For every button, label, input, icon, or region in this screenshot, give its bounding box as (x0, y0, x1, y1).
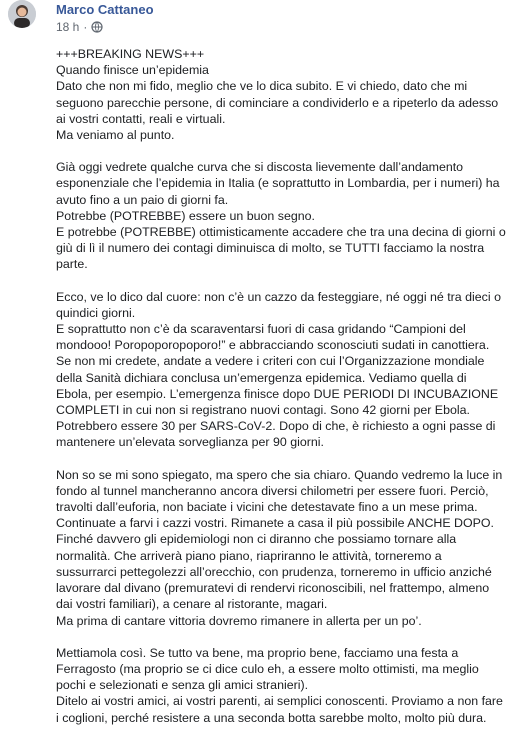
post-paragraph (56, 46, 506, 143)
post-text-line: +++BREAKING NEWS+++ (56, 47, 205, 61)
post-timestamp[interactable]: 18 h (56, 20, 80, 34)
post-text (56, 46, 506, 742)
post-text-line: avuto fino a un paio di giorni fa. (56, 192, 229, 207)
post-text-line: E potrebbe (POTREBBE) ottimisticamente accadere che tra una decina di giorni o (56, 225, 506, 240)
post-paragraph (56, 159, 506, 272)
post-text-line: travolti dall’euforia, non baciate i vicini che detestavate fino a un mese prima. (56, 500, 478, 515)
avatar-image (8, 0, 36, 28)
post-text-line: Ebola, per esempio. L’emergenza finisce dopo DUE PERIODI DI INCUBAZIONE (56, 386, 499, 401)
post-text-line: giù di lì il numero dei contagi diminuisca di molto, se TUTTI facciamo la nostra (56, 241, 485, 256)
post-text-line: Finché davvero gli epidemiologi non ci diranno che possiamo tornare alla (56, 532, 457, 547)
post-paragraph (56, 289, 506, 451)
post-text-line: Potrebbero essere 30 per SARS-CoV-2. Dopo di che, è richiesto a ogni passe di (56, 419, 496, 434)
author-name-link[interactable]: Marco Cattaneo (56, 2, 154, 17)
post-text-line: Non so se mi sono spiegato, ma spero che sia chiaro. Quando vedremo la luce in (56, 467, 503, 482)
post-meta (56, 20, 103, 34)
post-text-line: Ditelo ai vostri amici, ai vostri parenti, ai semplici conoscenti. Proviamo a non fare (56, 694, 503, 709)
post-text-line: Dato che non mi fido, meglio che ve lo dica subito. E vi chiedo, dato che mi (56, 79, 468, 94)
post-text-line: Mettiamola così. Se tutto va bene, ma proprio bene, facciamo una festa a (56, 645, 459, 660)
post-text-line: i coglioni, perché resistere a una seconda botta sarebbe molto, molto più dura. (56, 710, 487, 725)
meta-separator: · (83, 20, 88, 34)
post-text-line: dai vostri familiari), a cenare al ristorante, magari. (56, 597, 328, 612)
post-paragraph (56, 467, 506, 629)
post-text-line: esponenziale che l’epidemia in Italia (e soprattutto in Lombardia, per i numeri) ha (56, 176, 500, 191)
post-text-line: della Sanità dichiara conclusa un’emergenza epidemica. Vediamo quella di (56, 370, 467, 385)
post-text-line: Se non mi credete, andate a vedere i criteri con cui l’Organizzazione mondiale (56, 354, 485, 369)
post-text-line: pochi e selezionati e senza gli amici stranieri). (56, 678, 309, 693)
post-text-line: Già oggi vedrete qualche curva che si discosta lievemente dall’andamento (56, 160, 464, 175)
post-text-line: seguono parecchie persone, di cominciare a condividerlo e a ripeterlo da adesso (56, 95, 499, 110)
post-text-line: Ferragosto (ma proprio se ci dice culo eh, a essere molto ottimisti, ma meglio (56, 661, 479, 676)
profile-avatar[interactable] (8, 0, 36, 28)
post-text-line: sussurrarci pettegolezzi all’orecchio, con prudenza, torneremo in ufficio anziché (56, 564, 492, 579)
post-text-line: lavorare dal divano (premuratevi di rendervi riconoscibili, nel frattempo, almeno (56, 581, 490, 596)
post-text-line: quindici giorni. (56, 305, 136, 320)
post-text-line: Potrebbe (POTREBBE) essere un buon segno. (56, 208, 315, 223)
post-text-line: fondo al tunnel mancheranno ancora diversi chilometri per essere fuori. Perciò, (56, 483, 489, 498)
post-paragraph (56, 645, 506, 726)
globe-icon (91, 21, 103, 33)
post-text-line: Quando finisce un’epidemia (56, 63, 209, 78)
post-text-line: normalità. Che arriverà piano piano, riapriranno le attività, torneremo a (56, 548, 442, 563)
post-text-line: Ma prima di cantare vittoria dovremo rimanere in allerta per un po’. (56, 613, 422, 628)
post-text-line: E soprattutto non c’è da scaraventarsi fuori di casa gridando “Campioni del (56, 322, 466, 337)
post-text-line: mantenere un’elevata sorveglianza per 90 giorni. (56, 435, 324, 450)
post-text-line: ai vostri contatti, reali e virtuali. (56, 111, 226, 126)
post-text-line: Ma veniamo al punto. (56, 128, 175, 143)
post-header (0, 0, 513, 40)
post-text-line: COMPLETI in cui non si registrano nuovi contagi. Sono 42 giorni per Ebola. (56, 403, 470, 418)
post-text-line: Continuate a farvi i cazzi vostri. Rimanete a casa il più possibile ANCHE DOPO. (56, 516, 494, 531)
post-text-line: parte. (56, 257, 88, 272)
post-text-line: mondooo! Poropoporopoporo!” e abbracciando sconosciuti sudati in canottiera. (56, 338, 490, 353)
post-text-line: Ecco, ve lo dico dal cuore: non c’è un cazzo da festeggiare, né oggi né tra dieci o (56, 289, 501, 304)
